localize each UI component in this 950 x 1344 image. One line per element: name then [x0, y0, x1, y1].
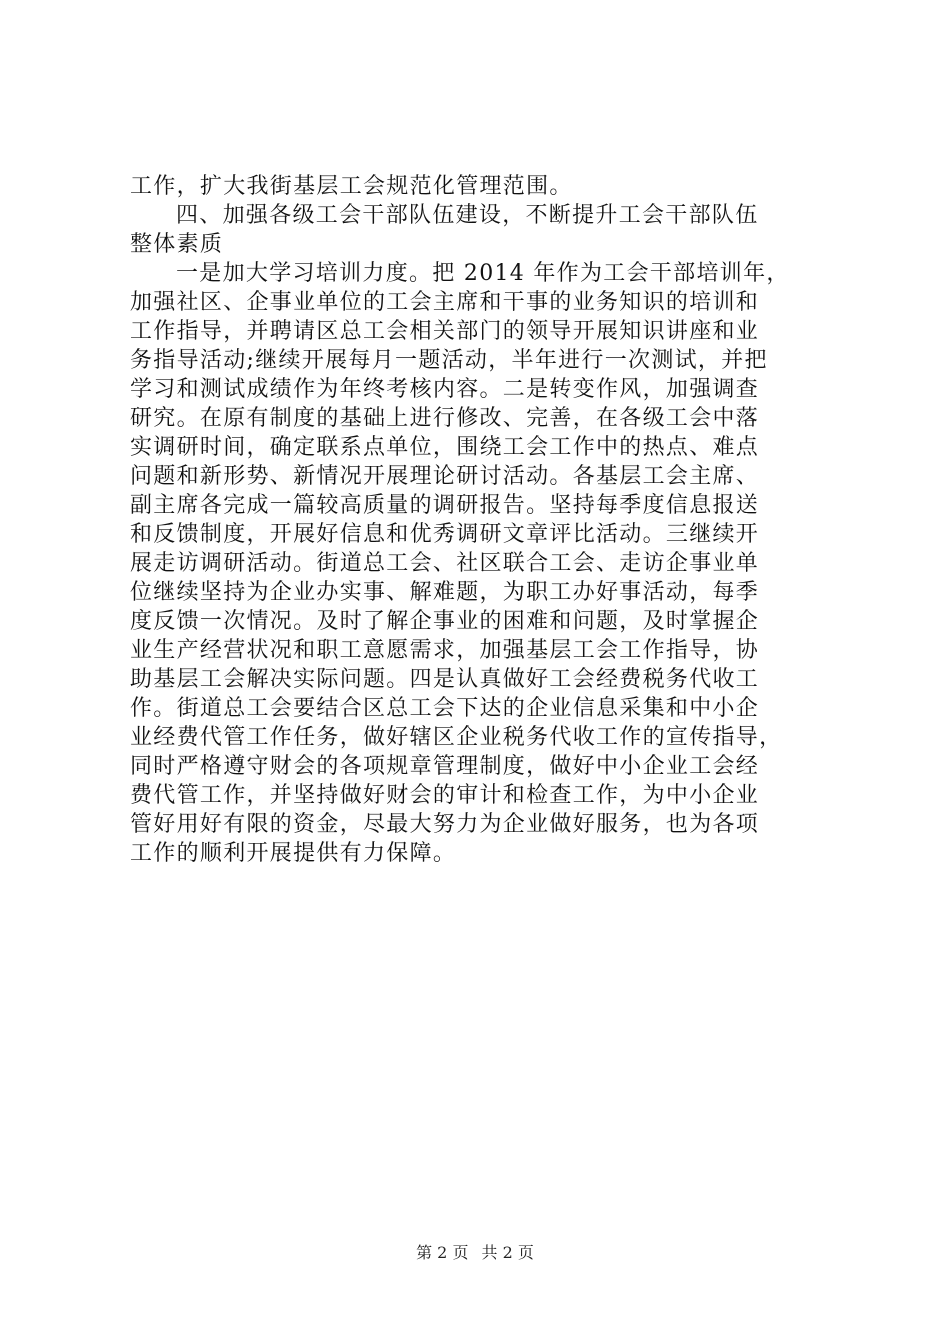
text-line: 费代管工作，并坚持做好财会的审计和检查工作，为中小企业	[130, 783, 760, 808]
text-line: 加强社区、企事业单位的工会主席和干事的业务知识的培训和	[130, 290, 760, 315]
text-line: 管好用好有限的资金，尽最大努力为企业做好服务，也为各项	[130, 812, 760, 837]
text-line: 位继续坚持为企业办实事、解难题，为职工办好事活动，每季	[130, 580, 760, 605]
text-line: 度反馈一次情况。及时了解企事业的困难和问题，及时掌握企	[130, 609, 760, 634]
text-line: 工作的顺利开展提供有力保障。	[130, 841, 457, 866]
text-line: 务指导活动;继续开展每月一题活动，半年进行一次测试，并把	[130, 348, 768, 373]
text-line: 工作指导，并聘请区总工会相关部门的领导开展知识讲座和业	[130, 319, 760, 344]
text-line: 业经费代管工作任务，做好辖区企业税务代收工作的宣传指导，	[130, 725, 783, 750]
text-line: 研究。在原有制度的基础上进行修改、完善，在各级工会中落	[130, 406, 760, 431]
text-line: 一是加大学习培训力度。把 2014 年作为工会干部培训年，	[176, 261, 790, 286]
document-body	[130, 172, 830, 868]
text-line: 工作，扩大我街基层工会规范化管理范围。	[130, 174, 573, 199]
text-line: 助基层工会解决实际问题。四是认真做好工会经费税务代收工	[130, 667, 760, 692]
text-line: 同时严格遵守财会的各项规章管理制度，做好中小企业工会经	[130, 754, 760, 779]
page-number-total: 共 2 页	[481, 1243, 534, 1262]
text-line: 副主席各完成一篇较高质量的调研报告。坚持每季度信息报送	[130, 493, 760, 518]
text-line: 学习和测试成绩作为年终考核内容。二是转变作风，加强调查	[130, 377, 760, 402]
text-line: 实调研时间，确定联系点单位，围绕工会工作中的热点、难点	[130, 435, 760, 460]
section-heading-line: 四、加强各级工会干部队伍建设，不断提升工会干部队伍	[176, 203, 759, 228]
text-line: 业生产经营状况和职工意愿需求，加强基层工会工作指导，协	[130, 638, 760, 663]
text-line: 展走访调研活动。街道总工会、社区联合工会、走访企事业单	[130, 551, 760, 576]
text-line: 作。街道总工会要结合区总工会下达的企业信息采集和中小企	[130, 696, 760, 721]
page-number-current: 第 2 页	[416, 1243, 469, 1262]
page-footer	[0, 1241, 950, 1265]
text-line: 问题和新形势、新情况开展理论研讨活动。各基层工会主席、	[130, 464, 760, 489]
section-heading-line: 整体素质	[130, 232, 224, 257]
text-line: 和反馈制度，开展好信息和优秀调研文章评比活动。三继续开	[130, 522, 760, 547]
